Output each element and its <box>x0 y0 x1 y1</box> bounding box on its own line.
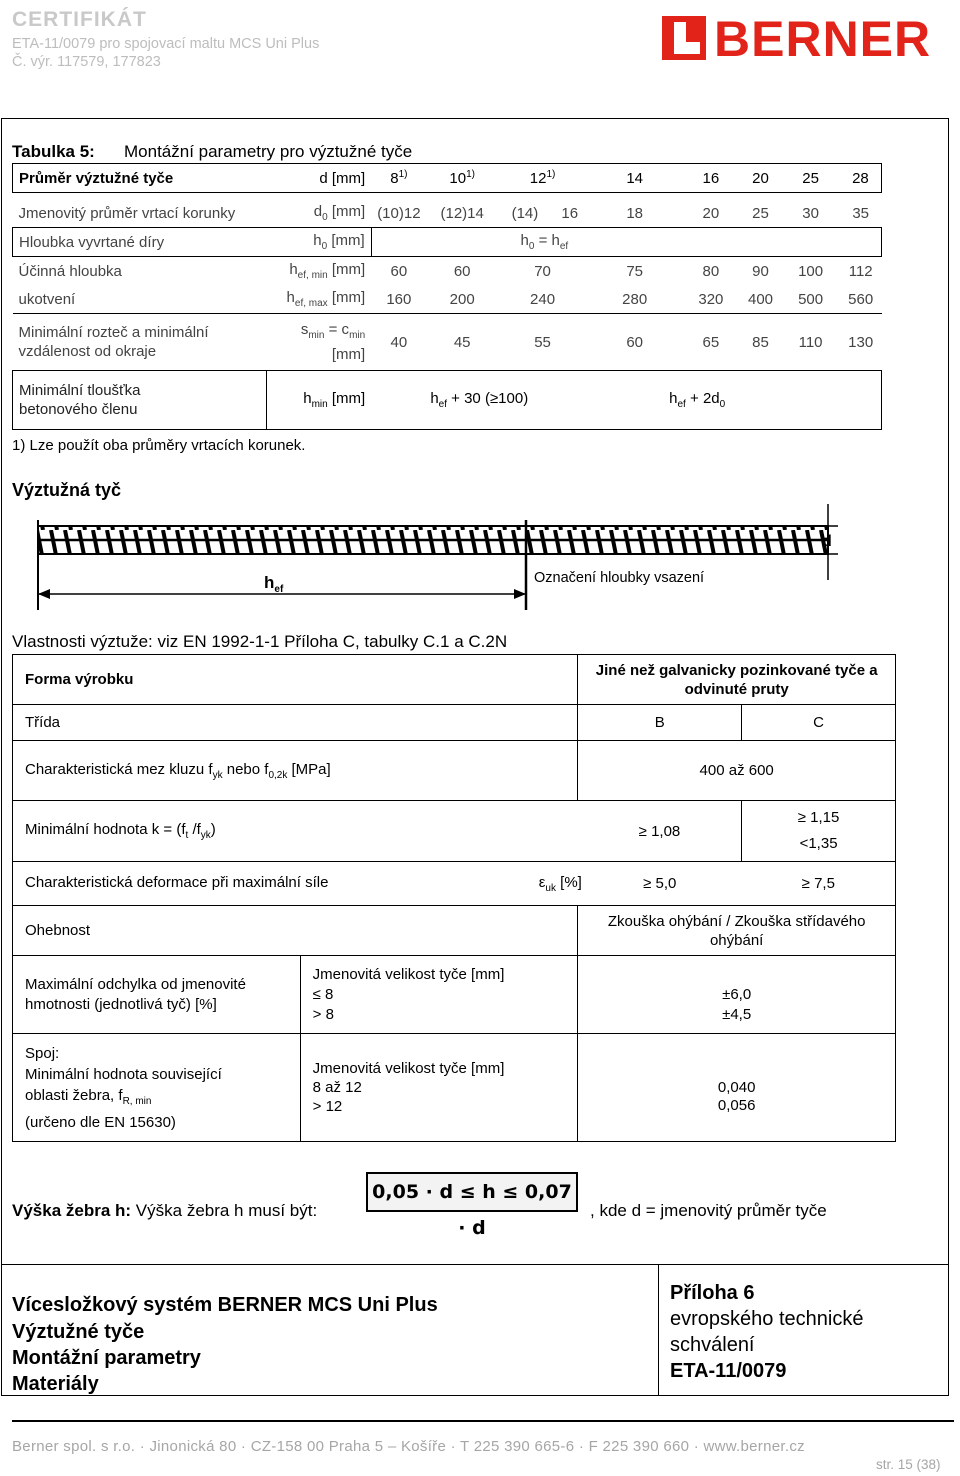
val-hefmin-4: 75 <box>626 262 644 280</box>
row-smin <box>13 314 882 371</box>
val-hefmax-1: 160 <box>386 290 412 308</box>
deform-label: Charakteristická deformace při maximální síle $\varepsilon_{uk}$ [%] <box>13 862 578 906</box>
val-hefmin-3: 70 <box>534 262 551 280</box>
unit-hmin: $h_{min}$ [mm] <box>303 390 366 410</box>
val-hmin-2: $h_{ef} + 2d_0$ <box>669 390 726 410</box>
val-hefmax-7: 500 <box>798 290 824 308</box>
certificate-title: CERTIFIKÁT <box>12 8 147 31</box>
label-hef: $h_{ef}$ <box>264 573 284 595</box>
row-hefmax <box>13 285 882 314</box>
page-number: str. 15 (38) <box>876 1457 941 1472</box>
val-hefmin-8: 112 <box>848 262 873 280</box>
val-smin-1: 40 <box>390 333 408 351</box>
rib-height-formula: 0,05 · d ≤ h ≤ 0,07 · d <box>366 1172 578 1212</box>
val-d0-6: 20 <box>702 204 720 222</box>
row-ohyb <box>13 906 896 956</box>
label-hefmin: Účinná hloubka <box>18 262 122 280</box>
val-d-5: 16 <box>702 169 720 187</box>
label-diameter: Průměr výztužné tyče <box>19 169 174 187</box>
val-d-8: 28 <box>852 169 869 187</box>
table5 <box>12 163 882 430</box>
unit-smin: $s_{min} = c_{min}$ [mm] <box>300 321 366 363</box>
label-h0: Hloubka vyvrtané díry <box>19 233 165 251</box>
val-hefmax-4: 280 <box>622 290 648 308</box>
spoj-mid: Jmenovitá velikost tyče [mm] 8 až 12 > 12 <box>300 1034 578 1142</box>
table5-label: Tabulka 5: <box>12 142 95 161</box>
rebar-title: Výztužná tyč <box>12 480 122 500</box>
svg-text:BERNER: BERNER <box>714 12 932 64</box>
val-d0-5: 18 <box>626 204 644 222</box>
system-divider <box>658 1264 659 1396</box>
val-hefmin-1: 60 <box>390 262 408 280</box>
annex-eta-line2: schválení <box>670 1334 755 1356</box>
row-deform <box>13 862 896 906</box>
val-d0-9: 35 <box>852 204 870 222</box>
table5-title: Montážní parametry pro výztužné tyče <box>124 142 413 161</box>
unit-d0: $d_0$ [mm] <box>313 203 366 223</box>
val-h0: $h_0 = h_{ef}$ <box>371 228 881 257</box>
mez-value: 400 až 600 <box>578 741 896 801</box>
forma-label: Forma výrobku <box>13 655 578 705</box>
system-materials: Materiály <box>12 1373 99 1395</box>
spoj-label: Spoj: Minimální hodnota související oblasti žebra, $f_{R, min}$ (určeno dle EN 15630) <box>13 1034 301 1142</box>
val-d-2: 10$^{1)}$ <box>449 169 475 187</box>
val-d0-3: (14) <box>511 204 539 222</box>
val-d-7: 25 <box>802 169 819 187</box>
val-hefmax-6: 400 <box>748 290 774 308</box>
val-d0-8: 30 <box>802 204 819 222</box>
annex-number: Příloha 6 <box>670 1282 755 1304</box>
row-d0 <box>13 199 882 228</box>
row-h0 <box>13 228 882 257</box>
properties-table <box>12 654 896 1142</box>
row-minhod <box>13 801 896 862</box>
rebar-caption: Označení hloubky vsazení <box>534 570 705 586</box>
val-smin-5: 65 <box>702 333 720 351</box>
val-smin-4: 60 <box>626 333 644 351</box>
val-hefmax-5: 320 <box>698 290 724 308</box>
label-d: d <box>822 533 832 550</box>
label-hmin: Minimální tloušťka betonového členu <box>13 371 267 430</box>
annex-eta-line1: evropského technické <box>670 1308 864 1330</box>
val-hefmin-2: 60 <box>453 262 471 280</box>
row-mez <box>13 741 896 801</box>
minhod-c: ≥ 1,15 <1,35 <box>742 801 896 862</box>
annex-eta-number: ETA-11/0079 <box>670 1360 787 1382</box>
val-hefmin-6: 90 <box>752 262 769 280</box>
trida-b: B <box>578 705 742 741</box>
rib-height-note: , kde d = jmenovitý průměr tyče <box>590 1201 827 1220</box>
system-name: Vícesložkový systém BERNER MCS Uni Plus <box>12 1294 438 1316</box>
system-rebar: Výztužné tyče <box>12 1321 145 1343</box>
val-d-6: 20 <box>752 169 769 187</box>
val-smin-7: 110 <box>798 333 823 351</box>
ohyb-label: Ohebnost <box>13 906 578 956</box>
val-d0-2: (12)14 <box>440 204 484 222</box>
label-hefmax: ukotvení <box>18 290 76 308</box>
spoj-values: 0,040 0,056 <box>578 1034 896 1142</box>
deform-b: ≥ 5,0 <box>578 862 742 906</box>
row-spoj <box>13 1034 896 1142</box>
minhod-label: Minimální hodnota $k = (f_t$ $/f_{yk}$) <box>13 801 578 862</box>
val-d0-7: 25 <box>752 204 769 222</box>
trida-label: Třída <box>13 705 578 741</box>
header-line-product-no: Č. výr. 117579, 177823 <box>12 54 161 70</box>
val-hefmax-8: 560 <box>848 290 874 308</box>
forma-value: Jiné než galvanicky pozinkované tyče a odvinuté pruty <box>578 655 896 705</box>
mez-label: Charakteristická mez kluzu $f_{yk}$ nebo $f_{0,2k}$ [MPa] <box>13 741 578 801</box>
header-line-eta: ETA-11/0079 pro spojovací maltu MCS Uni Plus <box>12 36 320 52</box>
val-smin-2: 45 <box>453 333 471 351</box>
row-diameter <box>13 164 882 193</box>
odch-label: Maximální odchylka od jmenovité hmotnosti (jednotlivá tyč) [%] <box>13 956 301 1034</box>
val-d-4: 14 <box>626 169 644 187</box>
minhod-b: ≥ 1,08 <box>578 801 742 862</box>
label-d0: Jmenovitý průměr vrtací korunky <box>18 204 236 222</box>
row-trida <box>13 705 896 741</box>
odch-mid: Jmenovitá velikost tyče [mm] ≤ 8 > 8 <box>300 956 578 1034</box>
val-hefmin-5: 80 <box>702 262 720 280</box>
val-d-3: 12$^{1)}$ <box>529 169 556 187</box>
unit-h0: $h_0$ [mm] <box>313 232 365 252</box>
val-d0-4: 16 <box>561 204 579 222</box>
ohyb-value: Zkouška ohýbání / Zkouška střídavého ohýbání <box>578 906 896 956</box>
trida-c: C <box>742 705 896 741</box>
table5-footnote: 1) Lze použít oba průměry vrtacích korunek. <box>12 437 306 454</box>
label-smin: Minimální rozteč a minimální vzdálenost od okraje <box>18 324 209 360</box>
footer-address: Berner spol. s r.o. · Jinonická 80 · CZ-158 00 Praha 5 – Košíře · T 225 390 665-6 · F 225 390 660 · www.berner.cz <box>12 1438 805 1455</box>
val-hefmax-3: 240 <box>530 290 556 308</box>
val-d-1: 8$^{1)}$ <box>390 169 408 187</box>
val-smin-3: 55 <box>534 333 551 351</box>
row-hmin <box>13 371 882 430</box>
berner-logo <box>662 12 956 64</box>
val-hefmin-7: 100 <box>798 262 824 280</box>
row-odchylka <box>13 956 896 1034</box>
val-d0-1: (10)12 <box>377 204 421 222</box>
val-smin-8: 130 <box>848 333 874 351</box>
properties-title: Vlastnosti výztuže: viz EN 1992-1-1 Příloha C, tabulky C.1 a C.2N <box>12 632 508 651</box>
row-forma <box>13 655 896 705</box>
val-hefmax-2: 200 <box>449 290 475 308</box>
val-hmin-1: $h_{ef} + 30$ (≥100) <box>430 390 529 410</box>
unit-hefmax: $h_{ef, max}$ [mm] <box>286 289 366 309</box>
footer-divider <box>12 1420 954 1422</box>
rib-height-text: Výška žebra h: Výška žebra h musí být: <box>12 1201 318 1220</box>
row-hefmin <box>13 257 882 286</box>
val-smin-6: 85 <box>752 333 769 351</box>
deform-c: ≥ 7,5 <box>742 862 896 906</box>
system-params: Montážní parametry <box>12 1347 201 1369</box>
unit-hefmin: $h_{ef, min}$ [mm] <box>289 261 366 281</box>
unit-d: d [mm] <box>319 169 366 187</box>
rebar-drawing <box>20 500 850 612</box>
odch-values: ±6,0 ±4,5 <box>578 956 896 1034</box>
